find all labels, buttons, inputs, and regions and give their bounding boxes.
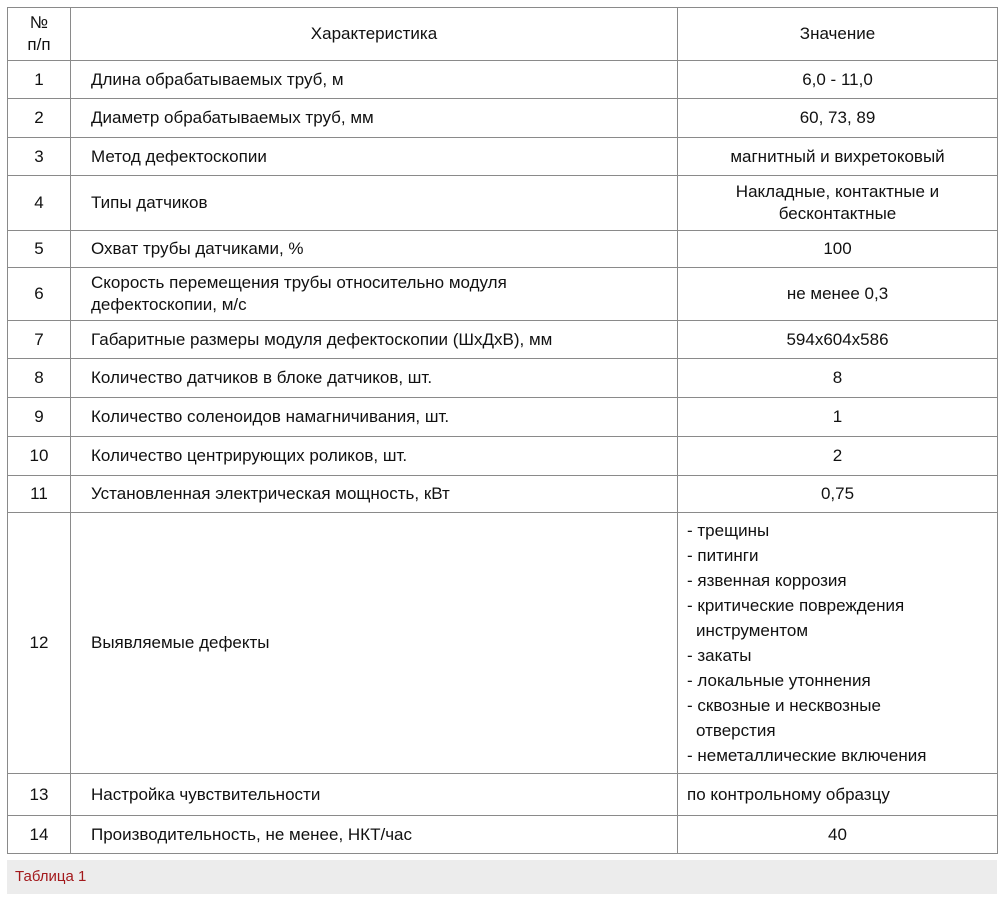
list-item: - закаты bbox=[687, 646, 752, 665]
row-characteristic: Количество соленоидов намагничивания, шт. bbox=[71, 398, 678, 437]
table-row bbox=[8, 513, 998, 774]
row-characteristic: Скорость перемещения трубы относительно модуля дефектоскопии, м/с bbox=[71, 268, 678, 321]
row-value: 8 bbox=[678, 359, 998, 398]
header-value: Значение bbox=[678, 8, 998, 61]
row-number: 5 bbox=[8, 231, 71, 268]
row-value: 60, 73, 89 bbox=[678, 99, 998, 138]
row-number: 3 bbox=[8, 138, 71, 176]
row-number: 2 bbox=[8, 99, 71, 138]
row-characteristic: Типы датчиков bbox=[71, 176, 678, 231]
header-num-line1: № bbox=[29, 13, 49, 32]
row-value: 0,75 bbox=[678, 476, 998, 513]
row-value: 100 bbox=[678, 231, 998, 268]
row-characteristic: Охват трубы датчиками, % bbox=[71, 231, 678, 268]
row-value: по контрольному образцу bbox=[678, 774, 998, 816]
row-characteristic: Установленная электрическая мощность, кВт bbox=[71, 476, 678, 513]
list-item: - трещины bbox=[687, 521, 770, 540]
table-row bbox=[8, 774, 998, 816]
row-number: 12 bbox=[8, 513, 71, 774]
row-value bbox=[678, 513, 998, 774]
row-value: Накладные, контактные и бесконтактные bbox=[678, 176, 998, 231]
caption-text: Таблица 1 bbox=[15, 868, 87, 885]
row-number: 13 bbox=[8, 774, 71, 816]
row-number: 4 bbox=[8, 176, 71, 231]
row-characteristic: Количество центрирующих роликов, шт. bbox=[71, 437, 678, 476]
row-number: 8 bbox=[8, 359, 71, 398]
table-row bbox=[8, 268, 998, 321]
row-value: 1 bbox=[678, 398, 998, 437]
header-num bbox=[8, 8, 71, 61]
table-row bbox=[8, 437, 998, 476]
list-item: - критические повреждения инструментом bbox=[687, 596, 905, 640]
row-characteristic: Метод дефектоскопии bbox=[71, 138, 678, 176]
row-number: 9 bbox=[8, 398, 71, 437]
table-row bbox=[8, 138, 998, 176]
row-value: 2 bbox=[678, 437, 998, 476]
table-row bbox=[8, 176, 998, 231]
row-characteristic: Производительность, не менее, НКТ/час bbox=[71, 816, 678, 854]
row-value: 40 bbox=[678, 816, 998, 854]
row-number: 11 bbox=[8, 476, 71, 513]
list-item: - язвенная коррозия bbox=[687, 571, 847, 590]
list-item: - сквозные и несквозные отверстия bbox=[687, 696, 881, 740]
header-num-line2: п/п bbox=[27, 35, 51, 54]
table-row bbox=[8, 476, 998, 513]
row-number: 1 bbox=[8, 61, 71, 99]
row-characteristic: Количество датчиков в блоке датчиков, шт. bbox=[71, 359, 678, 398]
row-characteristic: Настройка чувствительности bbox=[71, 774, 678, 816]
row-characteristic: Выявляемые дефекты bbox=[71, 513, 678, 774]
row-value: 6,0 - 11,0 bbox=[678, 61, 998, 99]
row-characteristic: Габаритные размеры модуля дефектоскопии (ШхДхВ), мм bbox=[71, 321, 678, 359]
header-characteristic: Характеристика bbox=[71, 8, 678, 61]
row-number: 6 bbox=[8, 268, 71, 321]
table-row bbox=[8, 816, 998, 854]
table-row bbox=[8, 99, 998, 138]
list-item: - неметаллические включения bbox=[687, 746, 927, 765]
defects-list bbox=[687, 516, 991, 770]
table-caption bbox=[7, 860, 997, 894]
table-row bbox=[8, 359, 998, 398]
table-row bbox=[8, 231, 998, 268]
row-value: 594x604x586 bbox=[678, 321, 998, 359]
row-value: магнитный и вихретоковый bbox=[678, 138, 998, 176]
row-characteristic: Диаметр обрабатываемых труб, мм bbox=[71, 99, 678, 138]
row-characteristic: Длина обрабатываемых труб, м bbox=[71, 61, 678, 99]
table-row bbox=[8, 398, 998, 437]
specifications-table bbox=[7, 7, 998, 854]
list-item: - питинги bbox=[687, 546, 759, 565]
table-row bbox=[8, 61, 998, 99]
list-item: - локальные утоннения bbox=[687, 671, 871, 690]
row-number: 10 bbox=[8, 437, 71, 476]
table-row bbox=[8, 321, 998, 359]
row-number: 7 bbox=[8, 321, 71, 359]
row-number: 14 bbox=[8, 816, 71, 854]
row-value: не менее 0,3 bbox=[678, 268, 998, 321]
table-header-row bbox=[8, 8, 998, 61]
